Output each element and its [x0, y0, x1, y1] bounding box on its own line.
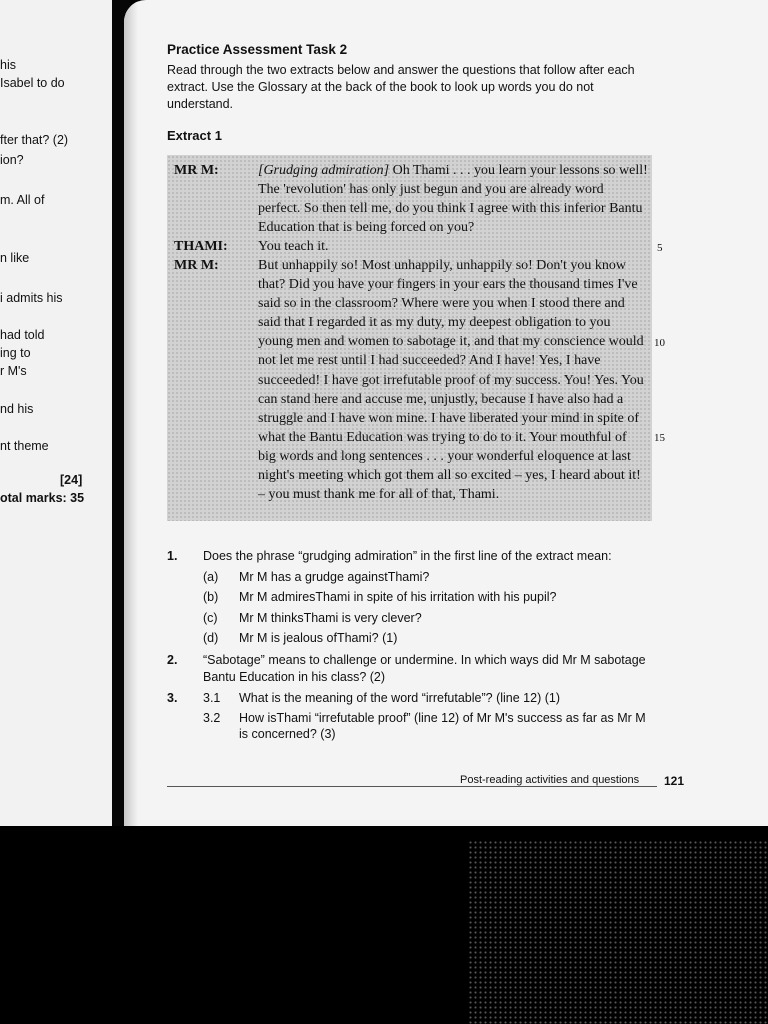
page-number: 121 — [664, 774, 685, 788]
sub-question-text: What is the meaning of the word “irrefutable”? (line 12) (1) — [239, 691, 560, 706]
left-text-line: nd his — [0, 402, 34, 416]
question — [167, 690, 657, 743]
sub-question-number: 3.2 — [203, 710, 221, 725]
task-instructions: Read through the two extracts below and answer the questions that follow after each extract. Use the Glossary at the back of the book to look up words you do not understand. — [167, 63, 635, 111]
option-text: Mr M has a grudge againstThami? — [239, 569, 430, 584]
line-number: 15 — [654, 432, 665, 444]
option-text: Mr M is jealous ofThami? (1) — [239, 631, 398, 646]
option-label: (b) — [203, 590, 219, 605]
left-text-line: ion? — [0, 153, 24, 167]
footer-section-title: Post-reading activities and questions — [460, 774, 640, 786]
left-text-line: n like — [0, 251, 30, 265]
answer-option — [203, 569, 657, 586]
speech-line: Oh Thami . . . you learn your lessons so well! The 'revolution' has only just begun and you are already word perfect. So then tell me, do you think I agree with this inferior Bantu Education that is being forced on you? — [258, 163, 648, 236]
question-number: 3. — [167, 691, 178, 706]
left-text-line: had told — [0, 328, 45, 342]
stage-direction: [Grudging admiration] — [258, 163, 390, 178]
question-list — [167, 548, 657, 748]
left-text-line: r M's — [0, 364, 27, 378]
answer-option — [203, 630, 657, 647]
question-number: 1. — [167, 549, 178, 563]
speech-line: But unhappily so! Most unhappily, unhappily so! Don't you know that? Did you have your fingers in your ears the thousand times I've said so in the classroom? Where were you when I stood there and said that I regarded it as my duty, my deepest obligation to you young men and women to sabotage it, and that my conscience would not let me rest until I had succeeded? And I have! Yes, I have succeeded! I have got irrefutable proof of my success. You! Yes. You can stand here and accuse me, unjustly, because I have also had a struggle and I have won mine. I have liberated your mind in spite of what the Bantu Education was trying to do to it. Your mouthful of big words and long sentences . . . your wonderful eloquence at last night's meeting which got them all so excited – yes, I heard about it! – you must thank me for all of that, Thami. — [258, 258, 644, 503]
left-text-line: ing to — [0, 346, 31, 360]
footer-rule — [167, 786, 657, 787]
right-page — [124, 0, 768, 830]
task-title: Practice Assessment Task 2 — [167, 42, 348, 57]
option-label: (a) — [203, 569, 219, 584]
option-text: Mr M thinksThami is very clever? — [239, 610, 422, 625]
page-curve-shade — [124, 0, 138, 830]
option-text: Mr M admiresThami in spite of his irritation with his pupil? — [239, 590, 557, 605]
sub-question — [203, 690, 657, 707]
speaker-name: THAMI: — [174, 239, 228, 254]
left-text-line: i admits his — [0, 291, 63, 305]
left-text-line: nt theme — [0, 439, 49, 453]
extract-title: Extract 1 — [167, 128, 222, 143]
option-label: (d) — [203, 631, 219, 646]
question-text: “Sabotage” means to challenge or undermine. In which ways did Mr M sabotage Bantu Education in his class? (2) — [203, 652, 646, 684]
left-text-line: fter that? (2) — [0, 133, 69, 147]
sub-question-text: How isThami “irrefutable proof” (line 12) of Mr M's success as far as Mr M is concerned? (3) — [239, 710, 646, 742]
question — [167, 652, 657, 685]
speaker-name: MR M: — [174, 163, 219, 178]
left-text-line: his — [0, 58, 16, 72]
speaker-name: MR M: — [174, 258, 219, 273]
question — [167, 548, 657, 647]
question-text: Does the phrase “grudging admiration” in the first line of the extract mean: — [203, 549, 612, 563]
answer-option — [203, 610, 657, 627]
scan-noise — [468, 840, 768, 1024]
sub-question — [203, 710, 657, 743]
speech-text — [258, 161, 648, 237]
extract-box — [167, 155, 652, 521]
left-text-line: Isabel to do — [0, 76, 65, 90]
speech-line: You teach it. — [258, 239, 329, 254]
left-page — [0, 0, 112, 826]
line-number: 5 — [657, 242, 663, 254]
question-number: 2. — [167, 652, 178, 667]
answer-option — [203, 589, 657, 606]
left-total-marks: otal marks: 35 — [0, 491, 85, 505]
line-number: 10 — [654, 337, 665, 349]
left-marks: [24] — [60, 473, 83, 487]
option-label: (c) — [203, 610, 218, 625]
sub-question-number: 3.1 — [203, 691, 221, 706]
left-text-line: m. All of — [0, 193, 45, 207]
